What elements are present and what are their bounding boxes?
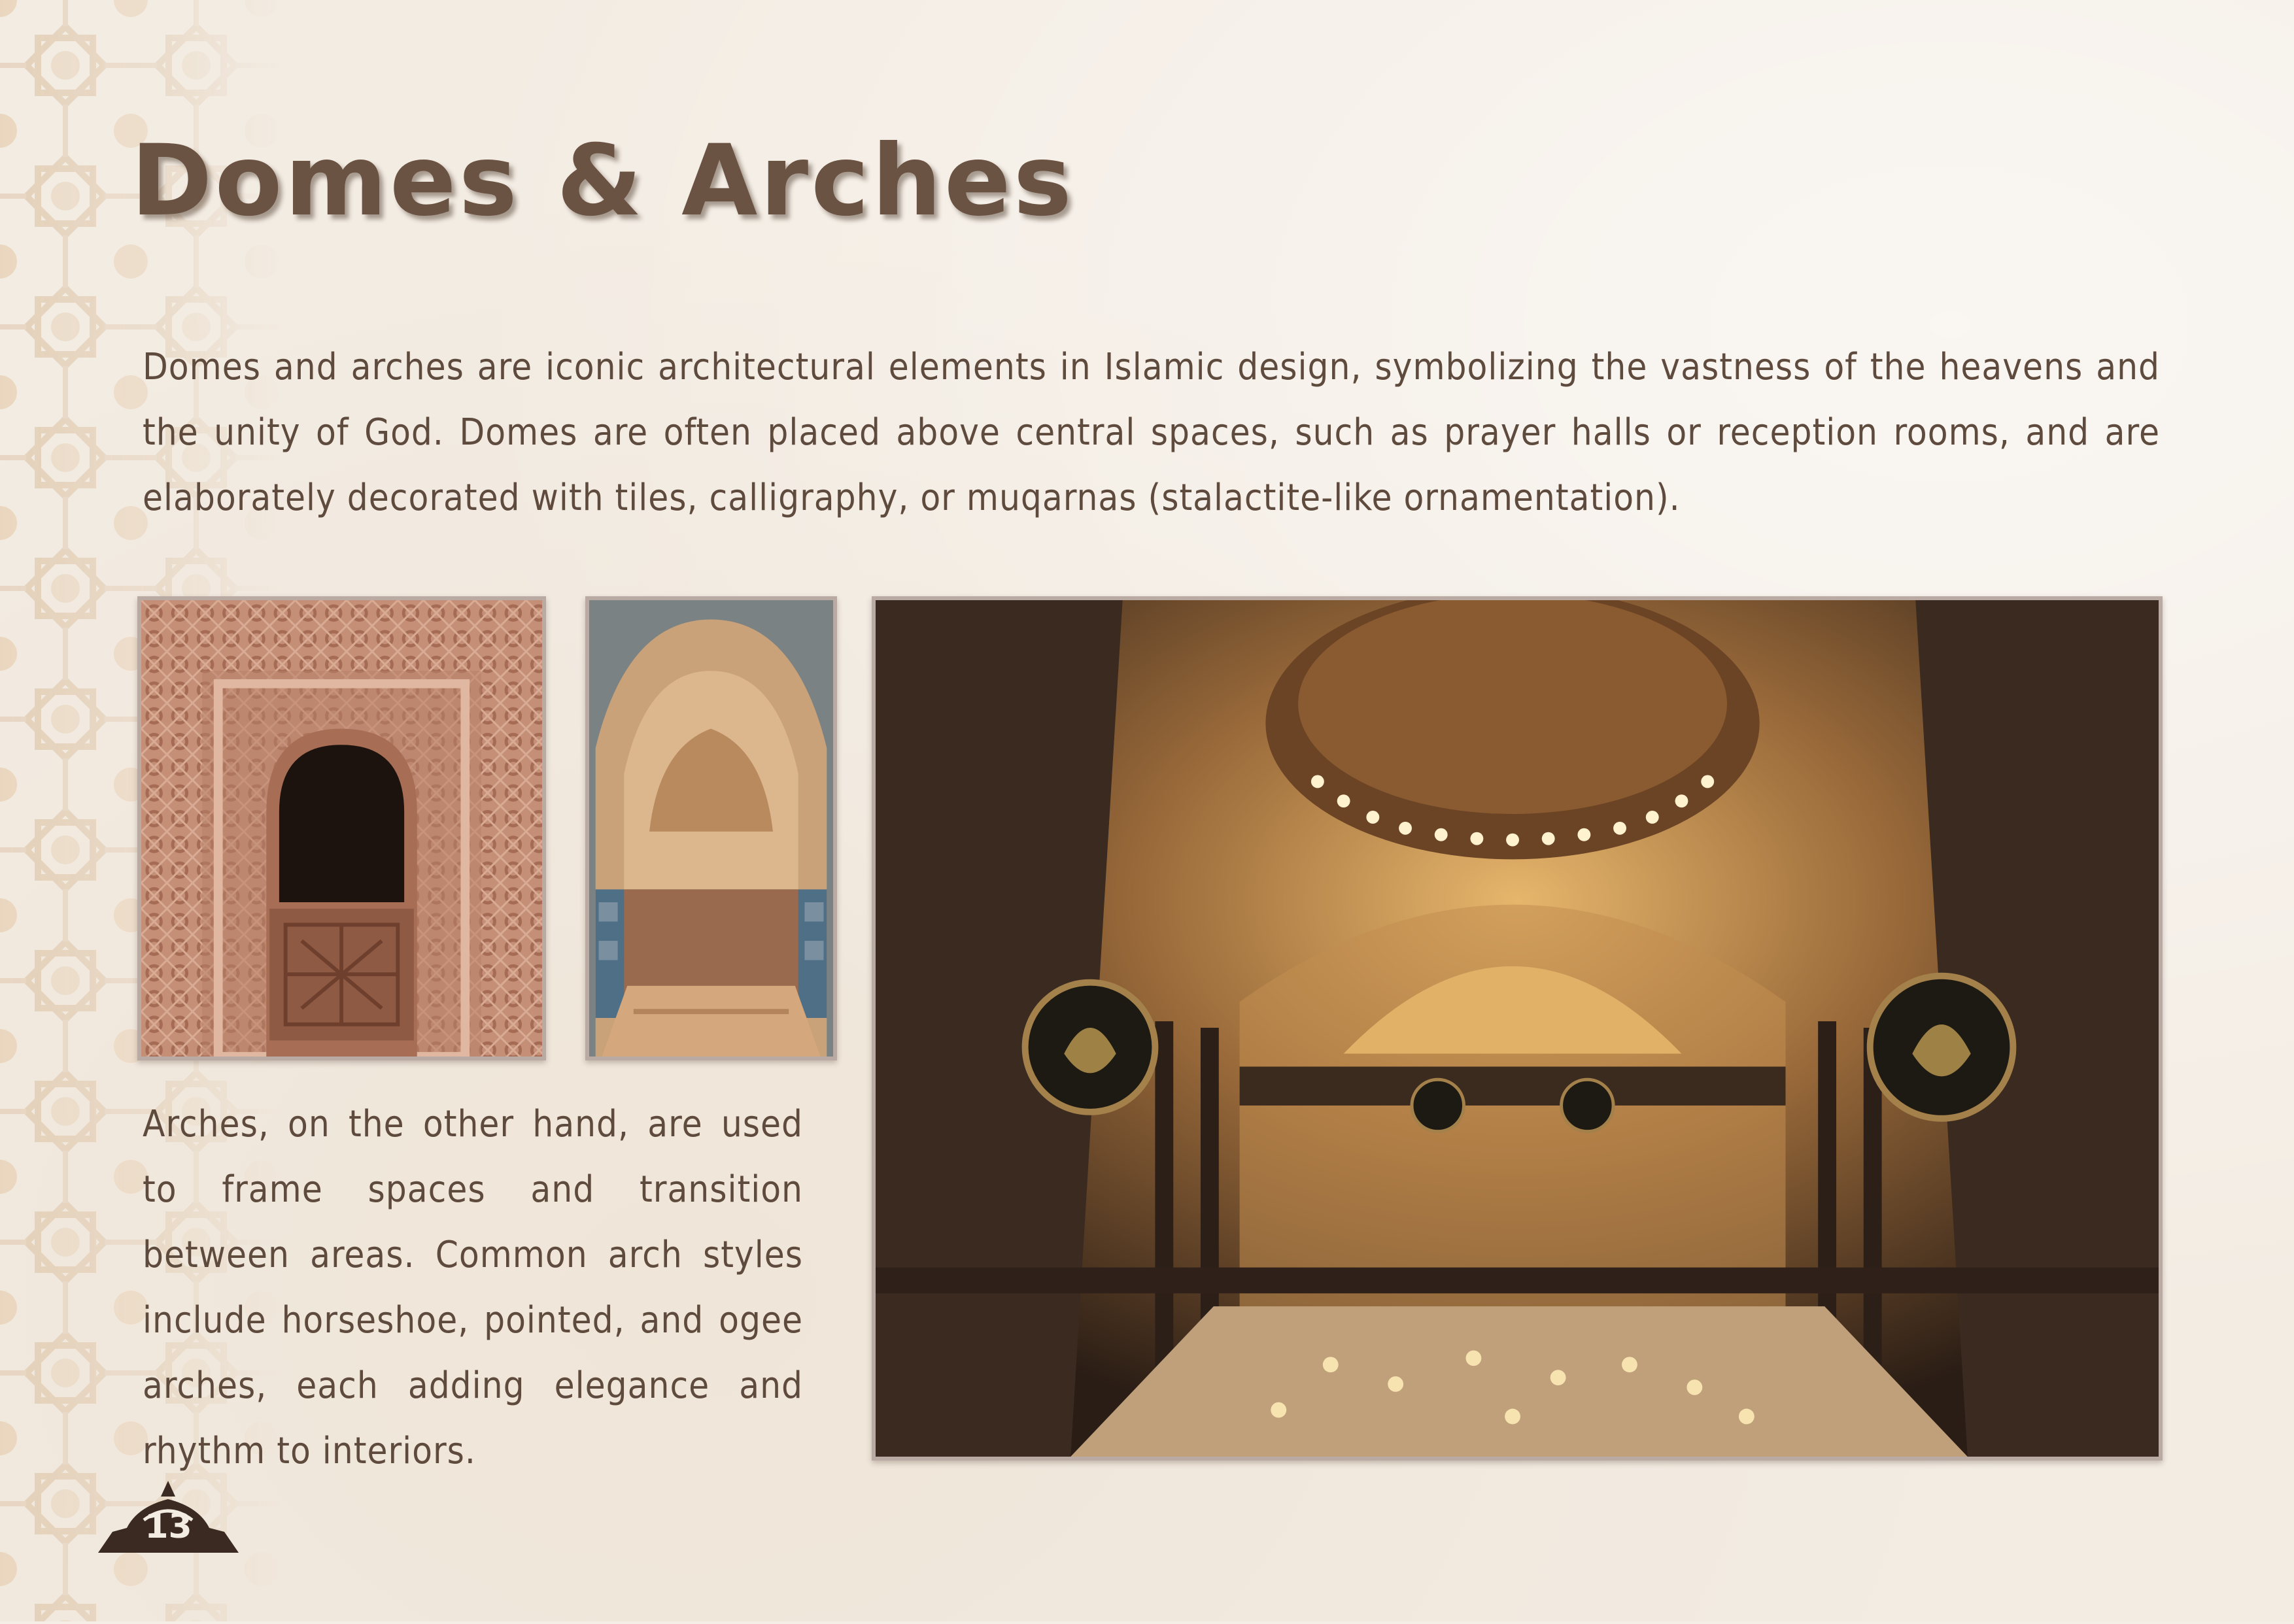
arched-alcove-photo xyxy=(585,596,837,1060)
page-title: Domes & Arches xyxy=(131,124,1074,238)
intro-paragraph: Domes and arches are iconic architectural elements in Islamic design, symbolizing the vastness of the heavens and the unity of God. Domes are often placed above central spaces, such as prayer halls or reception rooms, and are elaborately decorated with tiles, calligraphy, or muqarnas (stalactite-like ornamentation). xyxy=(143,346,2160,519)
domed-mosque-interior-photo xyxy=(872,596,2163,1461)
carved-window-photo xyxy=(137,596,546,1060)
page-number-badge xyxy=(98,1481,239,1553)
arches-paragraph: Arches, on the other hand, are used to frame spaces and transition between areas. Common arch styles include horseshoe, pointed, and ogee arches, each adding elegance and rhythm to interiors. xyxy=(143,1103,803,1472)
page-number: 13 xyxy=(145,1507,192,1546)
